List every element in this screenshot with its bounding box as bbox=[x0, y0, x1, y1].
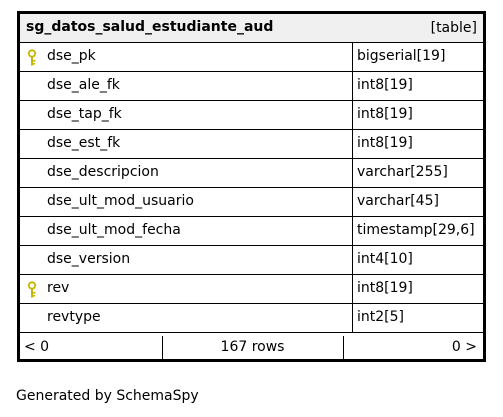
column-name: dse_version bbox=[47, 251, 131, 267]
column-divider bbox=[352, 304, 353, 333]
key-icon bbox=[27, 49, 37, 67]
schema-table bbox=[17, 11, 486, 362]
column-type: int8[19] bbox=[357, 77, 413, 93]
row-count: 167 rows bbox=[220, 339, 285, 355]
column-type: int4[10] bbox=[357, 251, 413, 267]
column-row bbox=[20, 159, 483, 188]
column-divider bbox=[352, 275, 353, 304]
column-name: revtype bbox=[47, 309, 101, 325]
column-divider bbox=[352, 217, 353, 246]
column-name: dse_est_fk bbox=[47, 135, 121, 151]
child-count: 0 > bbox=[451, 339, 477, 355]
column-type: timestamp[29,6] bbox=[357, 222, 475, 238]
column-row bbox=[20, 275, 483, 304]
generated-by-label: Generated by SchemaSpy bbox=[16, 388, 199, 404]
column-divider bbox=[352, 72, 353, 101]
column-name: dse_pk bbox=[47, 48, 96, 64]
column-name: dse_ult_mod_fecha bbox=[47, 222, 181, 238]
column-row bbox=[20, 43, 483, 72]
column-divider bbox=[352, 159, 353, 188]
column-divider bbox=[352, 130, 353, 159]
column-row bbox=[20, 130, 483, 159]
table-header bbox=[20, 14, 483, 43]
table-name: sg_datos_salud_estudiante_aud bbox=[26, 19, 274, 35]
table-kind: [table] bbox=[430, 20, 477, 36]
column-name: dse_descripcion bbox=[47, 164, 159, 180]
footer-divider bbox=[343, 336, 344, 360]
column-row bbox=[20, 72, 483, 101]
column-type: int8[19] bbox=[357, 135, 413, 151]
column-row bbox=[20, 188, 483, 217]
column-type: int8[19] bbox=[357, 280, 413, 296]
column-type: varchar[45] bbox=[357, 193, 439, 209]
column-type: bigserial[19] bbox=[357, 48, 446, 64]
key-icon bbox=[27, 281, 37, 299]
column-name: dse_ult_mod_usuario bbox=[47, 193, 194, 209]
column-divider bbox=[352, 246, 353, 275]
column-divider bbox=[352, 101, 353, 130]
column-divider bbox=[352, 43, 353, 72]
column-row bbox=[20, 217, 483, 246]
column-row bbox=[20, 304, 483, 333]
column-type: int8[19] bbox=[357, 106, 413, 122]
column-row bbox=[20, 101, 483, 130]
column-type: int2[5] bbox=[357, 309, 404, 325]
column-name: dse_ale_fk bbox=[47, 77, 120, 93]
column-name: dse_tap_fk bbox=[47, 106, 122, 122]
column-divider bbox=[352, 188, 353, 217]
table-footer bbox=[20, 336, 483, 360]
column-name: rev bbox=[47, 280, 70, 296]
column-type: varchar[255] bbox=[357, 164, 448, 180]
parent-count: < 0 bbox=[24, 339, 50, 355]
column-row bbox=[20, 246, 483, 275]
